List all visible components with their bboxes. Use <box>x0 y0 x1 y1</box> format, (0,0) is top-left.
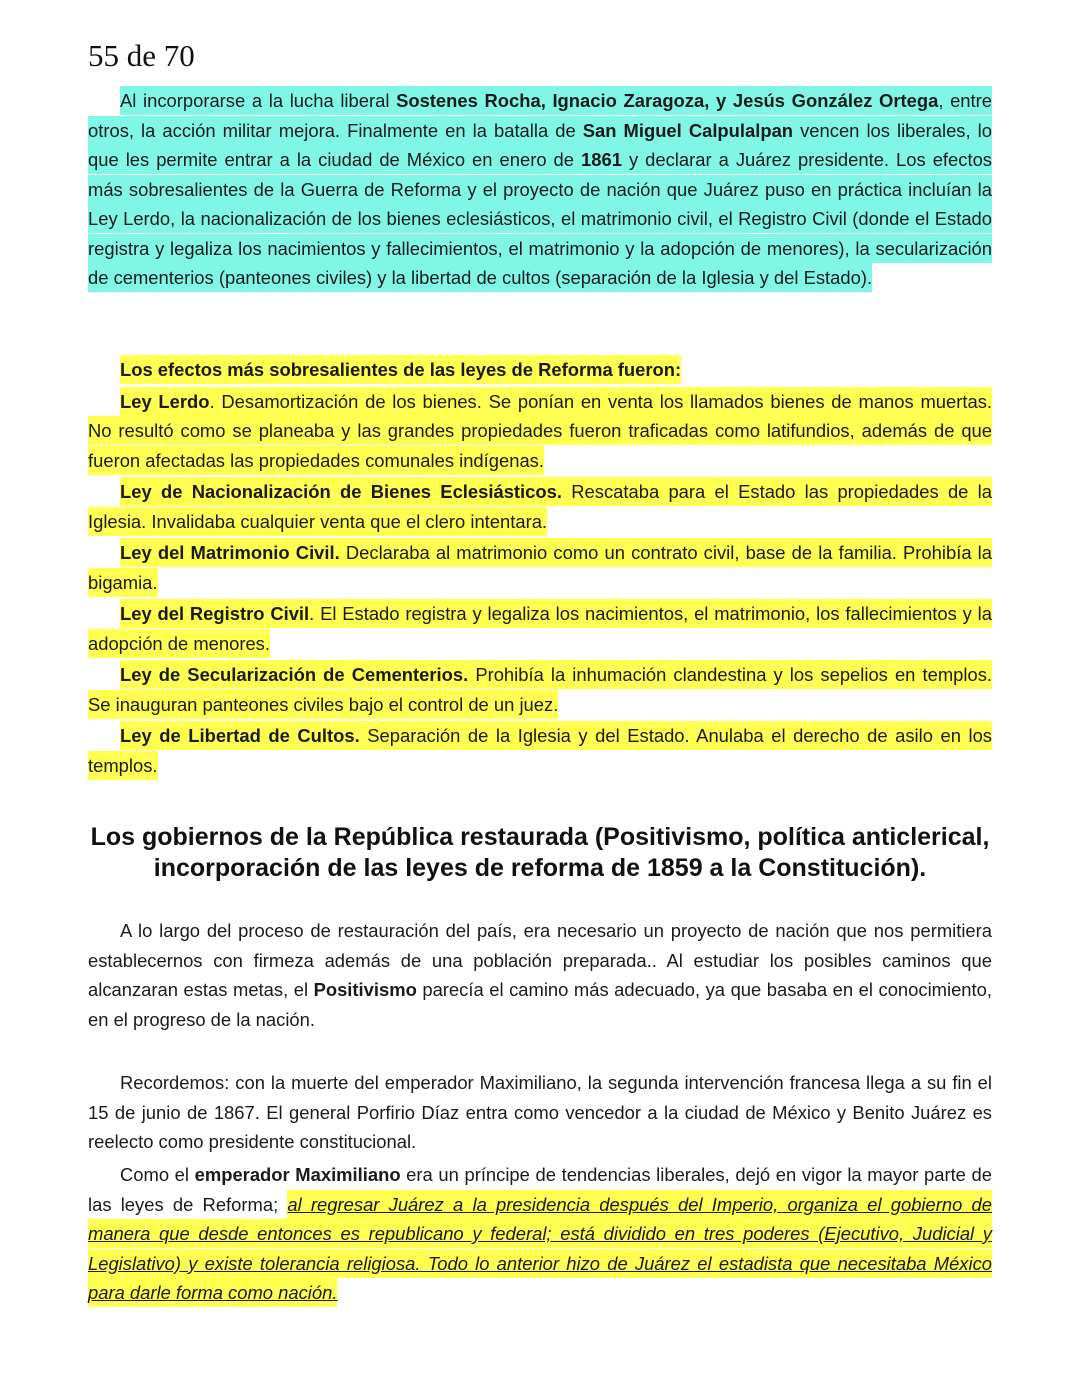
list-title-text: Los efectos más sobresalientes de las leyes de Reforma fueron: <box>120 359 682 380</box>
text-run: A lo largo del proceso de restauración del país, era necesario un proyecto de nación que nos permitiera establecernos con firmeza además de una población preparada.. Al estudiar los posibles caminos que alcanzaran estas metas, el <box>88 920 992 1000</box>
law-text <box>88 538 992 597</box>
bold-text: Positivismo <box>313 979 417 1000</box>
law-item <box>88 538 992 597</box>
text-run: Como el <box>120 1164 195 1185</box>
paragraph-liberal-struggle <box>88 86 992 293</box>
law-item <box>88 721 992 780</box>
paragraph-text <box>88 916 992 1034</box>
paragraph-text <box>88 1068 992 1157</box>
paragraph-maximiliano <box>88 1160 992 1308</box>
text-run: Rescataba para el Estado las propiedades de la Iglesia. Invalidaba cualquier venta que el clero intentara. <box>88 481 992 532</box>
text-run: parecía el camino más adecuado, ya que basaba en el conocimiento, en el progreso de la nación. <box>88 979 992 1030</box>
highlighted-underlined-text: al regresar Juárez a la presidencia después del Imperio, organiza el gobierno de manera que desde entonces es republicano y federal; está dividido en tres poderes (Ejecutivo, Judicial y Legislativo) y existe tolerancia religiosa. Todo lo anterior hizo de Juárez el estadista que necesitaba México para darle forma como nación. <box>88 1190 992 1308</box>
text-run: Recordemos: con la muerte del emperador Maximiliano, la segunda intervención francesa llega a su fin el 15 de junio de 1867. El general Porfirio Díaz entra como vencedor a la ciudad de México y Benito Juárez es reelecto como presidente constitucional. <box>88 1072 992 1152</box>
section-heading: Los gobiernos de la República restaurada (Positivismo, política anticlerical, incorporación de las leyes de reforma de 1859 a la Constitución). <box>90 823 990 882</box>
law-item <box>88 599 992 658</box>
page-number: 55 de 70 <box>88 38 195 73</box>
law-text <box>88 599 992 658</box>
bold-text: emperador Maximiliano <box>194 1164 401 1185</box>
bold-text: Ley de Libertad de Cultos. <box>120 725 360 746</box>
law-text <box>88 721 992 780</box>
paragraph-text <box>88 1160 992 1308</box>
text-run: Prohibía la inhumación clandestina y los sepelios en templos. Se inauguran panteones civiles bajo el control de un juez. <box>88 664 992 715</box>
reform-laws-list <box>88 355 992 782</box>
text-run: . El Estado registra y legaliza los nacimientos, el matrimonio, los fallecimientos y la adopción de menores. <box>88 603 992 654</box>
law-item <box>88 387 992 476</box>
bold-text: San Miguel Calpulalpan <box>582 119 794 141</box>
bold-text: Ley del Registro Civil <box>120 603 310 624</box>
bold-text: Ley Lerdo <box>120 390 210 412</box>
bold-text: 1861 <box>581 149 622 170</box>
text-run: Al incorporarse a la lucha liberal <box>120 90 397 111</box>
text-run: , entre otros, la acción militar mejora. Finalmente en la batalla de <box>88 90 992 141</box>
paragraph-positivism <box>88 916 992 1034</box>
bold-text: Ley de Secularización de Cementerios. <box>120 664 469 685</box>
text-run: Separación de la Iglesia y del Estado. Anulaba el derecho de asilo en los templos. <box>88 725 993 776</box>
text-run: era un príncipe de tendencias liberales, dejó en vigor la mayor parte de las leyes de Reforma; <box>88 1164 992 1215</box>
paragraph-recall <box>88 1068 992 1157</box>
list-title <box>120 355 681 384</box>
bold-text: Ley del Matrimonio Civil. <box>120 542 340 563</box>
bold-text: Sostenes Rocha, Ignacio Zaragoza, y Jesús González Ortega <box>396 90 939 111</box>
law-item <box>88 477 992 536</box>
law-text <box>88 477 992 536</box>
text-run: vencen los liberales, lo que les permite entrar a la ciudad de México en enero de <box>88 119 992 170</box>
law-item <box>88 660 992 719</box>
highlight-cyan <box>88 86 992 292</box>
text-run: y declarar a Juárez presidente. Los efectos más sobresalientes de la Guerra de Reforma y el proyecto de nación que Juárez puso en práctica incluían la Ley Lerdo, la nacionalización de los bienes eclesiásticos, el matrimonio civil, el Registro Civil (donde el Estado registra y legaliza los nacimientos y fallecimientos, el matrimonio y la adopción de menores), la secularización de cementerios (panteones civiles) y la libertad de cultos (separación de la Iglesia y del Estado). <box>88 149 992 288</box>
law-text <box>88 660 992 719</box>
bold-text: Ley de Nacionalización de Bienes Eclesiásticos. <box>120 481 562 502</box>
law-text <box>88 387 992 475</box>
text-run: Declaraba al matrimonio como un contrato civil, base de la familia. Prohibía la bigamia. <box>88 542 992 593</box>
text-run: . Desamortización de los bienes. Se ponían en venta los llamados bienes de manos muertas. No resultó como se planeaba y las grandes propiedades fueron traficadas como latifundios, además de que fueron afectadas las propiedades comunales indígenas. <box>88 390 992 471</box>
